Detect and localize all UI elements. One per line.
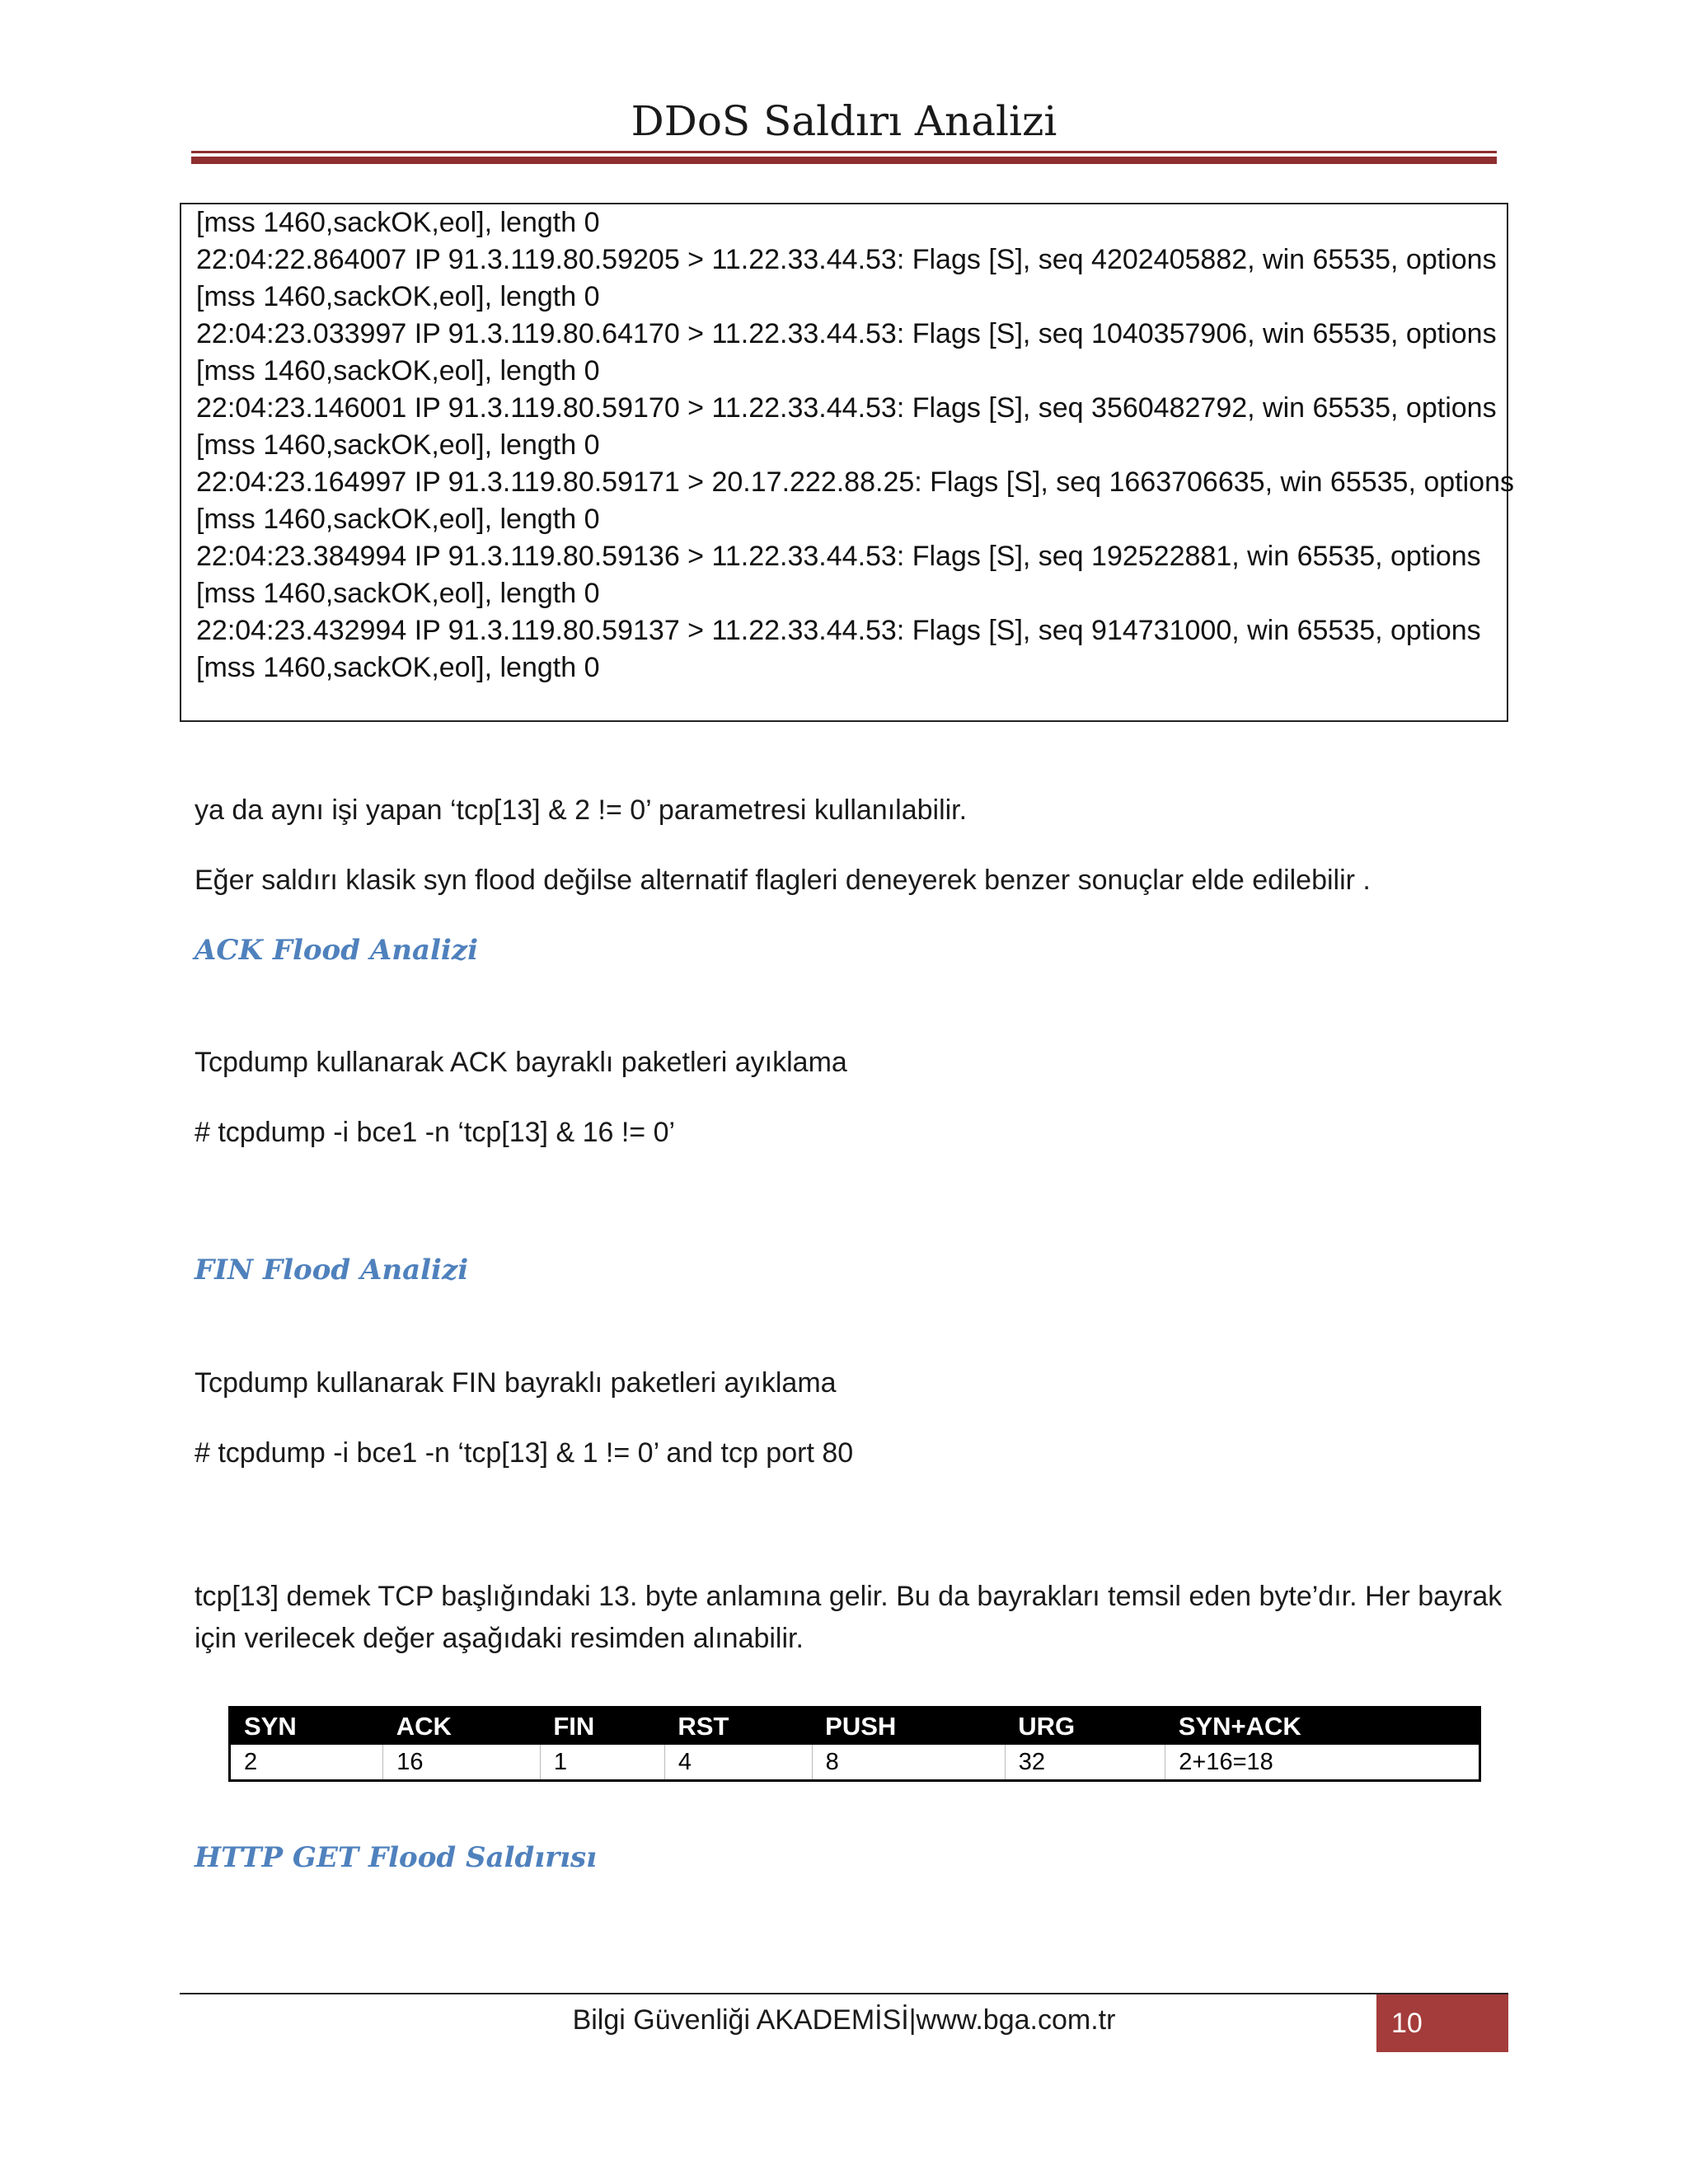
table-header-row xyxy=(230,1708,1480,1746)
code-line: [mss 1460,sackOK,eol], length 0 xyxy=(196,429,600,461)
table-header-cell: RST xyxy=(664,1708,812,1746)
tcpdump-output-box xyxy=(180,203,1514,722)
header-rule-thin xyxy=(191,151,1497,153)
header-rule-thick xyxy=(191,157,1497,164)
table-header-cell: URG xyxy=(1005,1708,1165,1746)
table-cell: 2 xyxy=(230,1745,383,1781)
command-ack-filter: # tcpdump -i bce1 -n ‘tcp[13] & 16 != 0’ xyxy=(195,1117,676,1148)
code-line: 22:04:23.384994 IP 91.3.119.80.59136 > 11.22.33.44.53: Flags [S], seq 192522881, win 65535, options xyxy=(196,541,1481,572)
heading-fin-flood: FIN Flood Analizi xyxy=(195,1254,469,1286)
page-number: 10 xyxy=(1376,1994,1508,2052)
code-line: 22:04:22.864007 IP 91.3.119.80.59205 > 11.22.33.44.53: Flags [S], seq 4202405882, win 65535, options xyxy=(196,244,1497,275)
code-line: 22:04:23.432994 IP 91.3.119.80.59137 > 11.22.33.44.53: Flags [S], seq 914731000, win 65535, options xyxy=(196,615,1481,646)
code-line: [mss 1460,sackOK,eol], length 0 xyxy=(196,207,600,238)
page-header-title: DDoS Saldırı Analizi xyxy=(631,97,1057,145)
paragraph-alternative-flags: Eğer saldırı klasik syn flood değilse alternatif flagleri deneyerek benzer sonuçlar elde edilebilir . xyxy=(195,865,1371,896)
code-line: [mss 1460,sackOK,eol], length 0 xyxy=(196,355,600,387)
table-header-cell: SYN+ACK xyxy=(1165,1708,1480,1746)
code-line: 22:04:23.164997 IP 91.3.119.80.59171 > 20.17.222.88.25: Flags [S], seq 1663706635, win 65535, options xyxy=(196,466,1514,498)
code-line: [mss 1460,sackOK,eol], length 0 xyxy=(196,578,600,609)
paragraph-tcp13-explanation: tcp[13] demek TCP başlığındaki 13. byte anlamına gelir. Bu da bayrakları temsil eden byte’dır. Her bayrak için verilecek değer aşağıdaki resimden alınabilir. xyxy=(195,1581,1503,1654)
table-cell: 4 xyxy=(664,1745,812,1781)
code-line: [mss 1460,sackOK,eol], length 0 xyxy=(196,504,600,535)
code-line: 22:04:23.146001 IP 91.3.119.80.59170 > 11.22.33.44.53: Flags [S], seq 3560482792, win 65535, options xyxy=(196,392,1497,424)
paragraph-fin-filter: Tcpdump kullanarak FIN bayraklı paketleri ayıklama xyxy=(195,1367,837,1399)
footer-text: Bilgi Güvenliği AKADEMİSİ|www.bga.com.tr xyxy=(572,2004,1116,2036)
table-row xyxy=(230,1745,1480,1781)
command-fin-filter: # tcpdump -i bce1 -n ‘tcp[13] & 1 != 0’ and tcp port 80 xyxy=(195,1437,854,1469)
footer-rule xyxy=(180,1993,1508,1994)
paragraph-ack-filter: Tcpdump kullanarak ACK bayraklı paketleri ayıklama xyxy=(195,1047,847,1078)
code-line: 22:04:23.033997 IP 91.3.119.80.64170 > 11.22.33.44.53: Flags [S], seq 1040357906, win 65535, options xyxy=(196,318,1497,349)
table-cell: 8 xyxy=(812,1745,1005,1781)
table-cell: 16 xyxy=(383,1745,541,1781)
table-cell: 1 xyxy=(540,1745,664,1781)
code-line: [mss 1460,sackOK,eol], length 0 xyxy=(196,281,600,312)
heading-http-get-flood: HTTP GET Flood Saldırısı xyxy=(195,1841,598,1874)
table-header-cell: SYN xyxy=(230,1708,383,1746)
paragraph-tcp-flag-param: ya da aynı işi yapan ‘tcp[13] & 2 != 0’ parametresi kullanılabilir. xyxy=(195,794,968,826)
heading-ack-flood: ACK Flood Analizi xyxy=(195,934,479,967)
tcp-flag-values-table xyxy=(228,1706,1481,1782)
table-header-cell: ACK xyxy=(383,1708,541,1746)
table-cell: 2+16=18 xyxy=(1165,1745,1480,1781)
code-line: [mss 1460,sackOK,eol], length 0 xyxy=(196,652,600,683)
table-cell: 32 xyxy=(1005,1745,1165,1781)
table-header-cell: FIN xyxy=(540,1708,664,1746)
table-header-cell: PUSH xyxy=(812,1708,1005,1746)
